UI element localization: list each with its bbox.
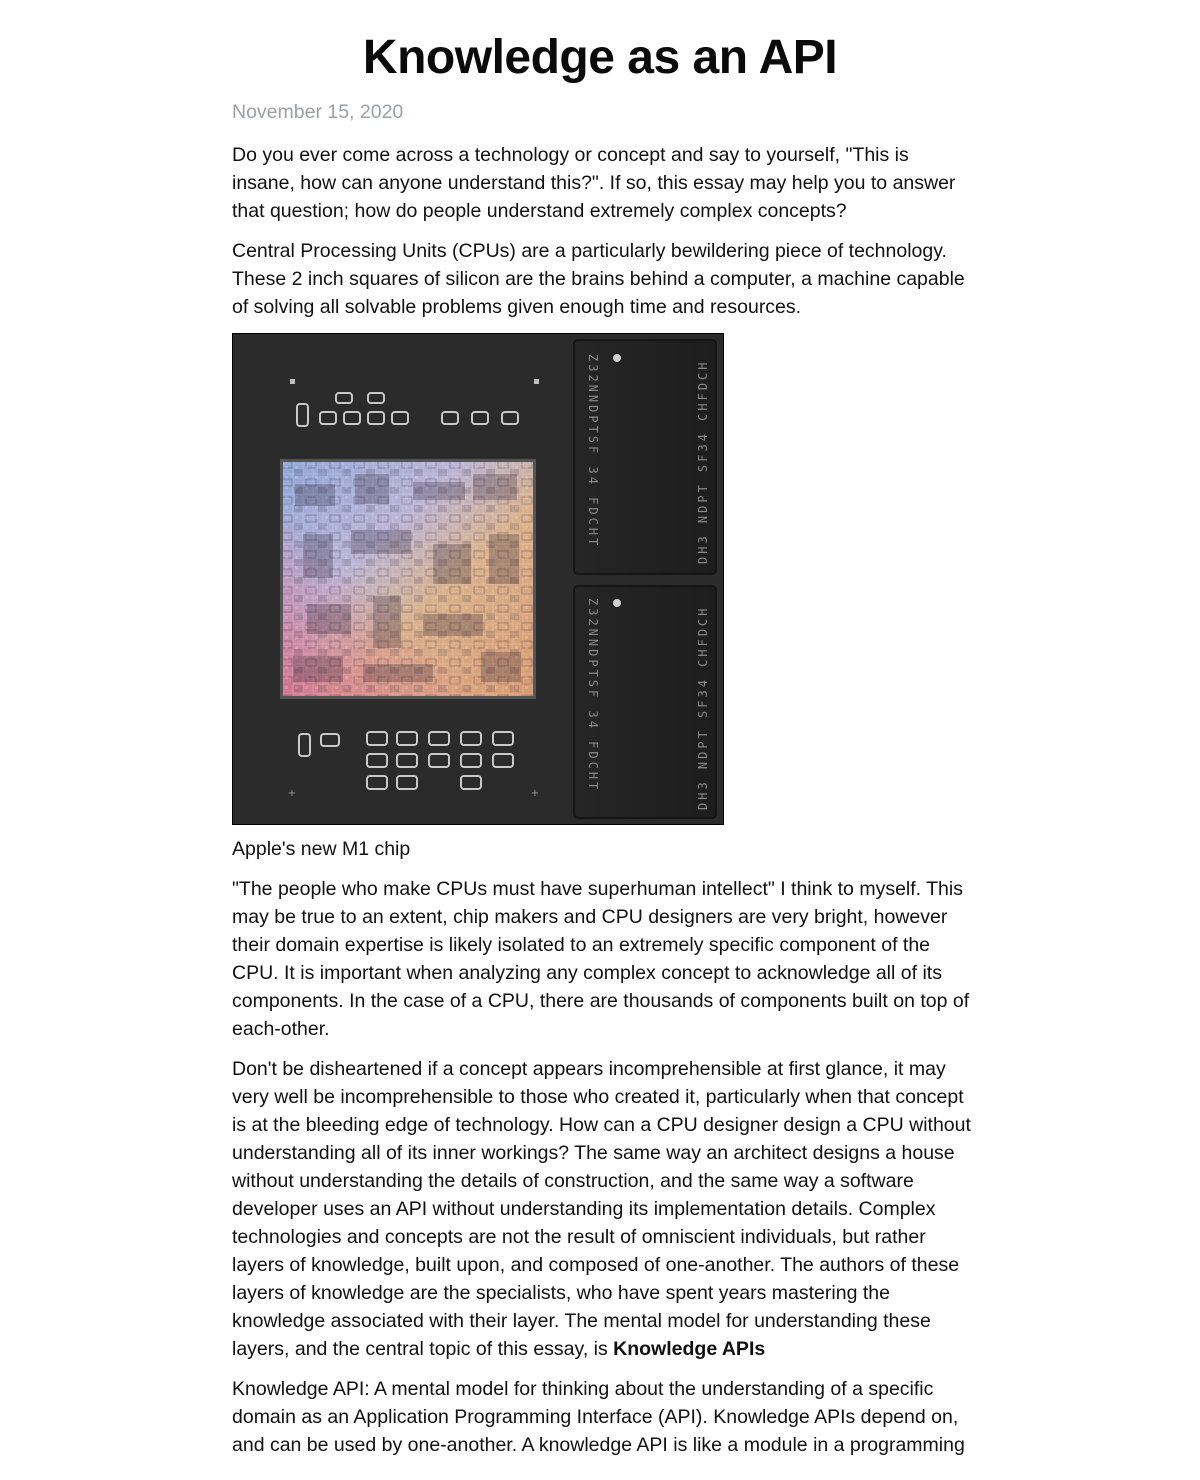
m1-chip-image: [232, 333, 724, 825]
paragraph-disheartened: [232, 1055, 972, 1363]
paragraph-disheartened-text: Don't be disheartened if a concept appears incomprehensible at first glance, it may very well be incomprehensible to those who created it, particularly when that concept is at the bleeding edge of technology. How can a CPU designer design a CPU without understanding all of its inner workings? The same way an architect designs a house without understanding the details of construction, and the same way a software developer uses an API without understanding its implementation details. Complex technologies and concepts are not the result of omniscient individuals, but rather layers of knowledge, built upon, and composed of one-another. The authors of these layers of knowledge are the specialists, who have spent years mastering the knowledge associated with their layer. The mental model for understanding these layers, and the central topic of this essay, is: [232, 1058, 971, 1360]
memory-label-side-b: DH3 NDPT SF34 CHFDCH: [696, 605, 710, 810]
article-body: [232, 141, 972, 1471]
memory-label-top-a: Z32NNDPTSF 34 FDCHT: [586, 354, 600, 549]
knowledge-apis-term: Knowledge APIs: [613, 1338, 766, 1360]
memory-label-top-b: Z32NNDPTSF 34 FDCHT: [586, 598, 600, 793]
paragraph-cpu: Central Processing Units (CPUs) are a particularly bewildering piece of technology. These 2 inch squares of silicon are the brains behind a computer, a machine capable of solving all solvable problems given enough time and resources.: [232, 240, 965, 318]
image-caption: Apple's new M1 chip: [232, 838, 411, 860]
memory-label-side-a: DH3 NDPT SF34 CHFDCH: [696, 359, 710, 564]
article-date: November 15, 2020: [232, 101, 404, 123]
paragraph-superhuman: "The people who make CPUs must have superhuman intellect" I think to myself. This may be true to an extent, chip makers and CPU designers are very bright, however their domain expertise is likely isolated to an extremely specific component of the CPU. It is important when analyzing any complex concept to acknowledge all of its components. In the case of a CPU, there are thousands of components built on top of each-other.: [232, 878, 970, 1040]
chip-illustration: [233, 334, 723, 824]
svg-text:+: +: [530, 788, 540, 799]
paragraph-definition: Knowledge API: A mental model for thinking about the understanding of a specific domain as an Application Programming Interface (API). Knowledge APIs depend on, and can be used by one-another. A knowledge API is like a module in a programming: [232, 1378, 965, 1456]
svg-text:+: +: [287, 788, 297, 799]
article-title: Knowledge as an API: [362, 31, 838, 84]
paragraph-intro: Do you ever come across a technology or concept and say to yourself, "This is insane, how can anyone understand this?". If so, this essay may help you to answer that question; how do people understand extremely complex concepts?: [232, 144, 956, 222]
